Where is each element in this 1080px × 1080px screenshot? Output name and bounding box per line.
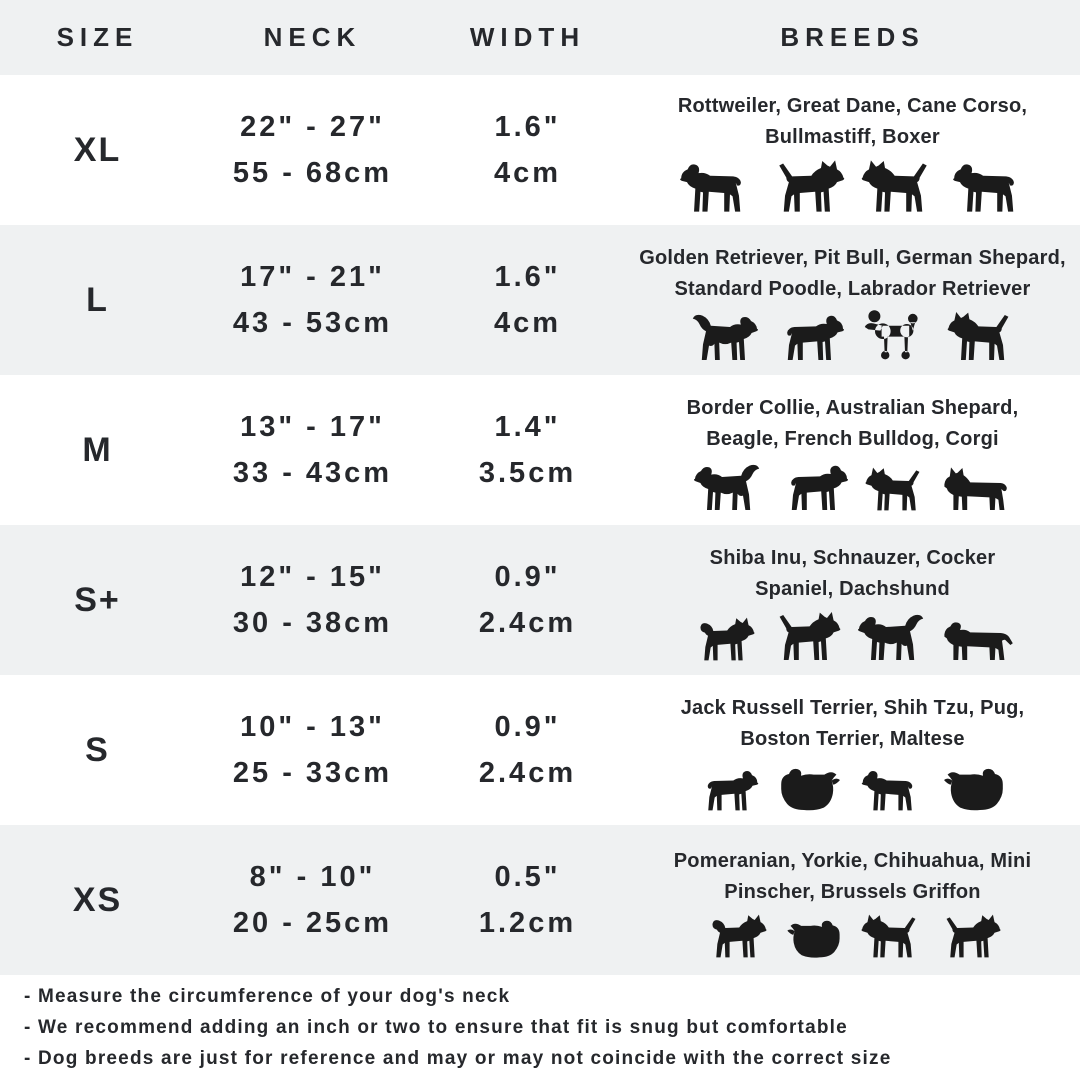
width-cm: 2.4cm xyxy=(478,757,577,789)
breeds-cell xyxy=(625,85,1080,216)
breed-silhouettes xyxy=(692,608,1014,664)
poodle-icon xyxy=(860,308,932,364)
breed-silhouettes xyxy=(704,911,1002,961)
neck-inches: 8" - 10" xyxy=(249,861,376,893)
column-header-size: SIZE xyxy=(56,22,139,52)
breed-list: Border Collie, Australian Shepard, Beagle, French Bulldog, Corgi xyxy=(686,396,1019,450)
breed-silhouettes xyxy=(678,156,1028,216)
width-cm: 1.2cm xyxy=(478,907,577,939)
footnote-measure: - Measure the circumference of your dog's neck xyxy=(24,985,511,1007)
table-row-s xyxy=(0,675,1080,825)
golden-retriever-icon xyxy=(688,308,760,364)
schnauzer-icon xyxy=(770,608,842,664)
neck-inches: 17" - 21" xyxy=(240,261,385,293)
width-measurement xyxy=(430,554,625,646)
size-label: S xyxy=(85,730,110,769)
width-inches: 0.9" xyxy=(494,711,561,743)
neck-cm: 30 - 38cm xyxy=(232,607,393,639)
size-label: L xyxy=(86,280,109,319)
chihuahua-icon xyxy=(860,911,924,961)
doberman-icon xyxy=(860,156,937,216)
size-label: XS xyxy=(72,880,123,919)
neck-cm: 55 - 68cm xyxy=(232,157,393,189)
column-header-width: WIDTH xyxy=(469,22,586,52)
breed-list: Golden Retriever, Pit Bull, German Shepard, Standard Poodle, Labrador Retriever xyxy=(639,246,1066,300)
table-row-xl xyxy=(0,75,1080,225)
breed-list: Jack Russell Terrier, Shih Tzu, Pug, Boston Terrier, Maltese xyxy=(680,696,1025,750)
pug-icon xyxy=(860,764,924,814)
width-cm: 4cm xyxy=(493,157,562,189)
footnote-recommend: - We recommend adding an inch or two to ensure that fit is snug but comfortable xyxy=(24,1016,848,1038)
cocker-spaniel-icon xyxy=(856,608,928,664)
footnotes xyxy=(0,975,1080,1080)
breed-silhouettes xyxy=(696,758,1010,814)
shiba-inu-icon xyxy=(692,614,756,664)
width-inches: 1.4" xyxy=(494,411,561,443)
breeds-cell xyxy=(625,840,1080,961)
jack-russell-icon xyxy=(696,764,760,814)
width-measurement xyxy=(430,104,625,196)
table-row-m xyxy=(0,375,1080,525)
width-cm: 2.4cm xyxy=(478,607,577,639)
width-cm: 3.5cm xyxy=(478,457,577,489)
column-header-breeds: BREEDS xyxy=(780,22,925,52)
neck-inches: 13" - 17" xyxy=(240,411,385,443)
size-label: XL xyxy=(73,130,122,169)
width-inches: 1.6" xyxy=(494,111,561,143)
labrador-icon xyxy=(774,308,846,364)
neck-inches: 22" - 27" xyxy=(240,111,385,143)
width-inches: 0.5" xyxy=(494,861,561,893)
neck-measurement xyxy=(195,404,430,496)
shih-tzu-icon xyxy=(774,758,846,814)
bullmastiff-icon xyxy=(951,156,1028,216)
neck-inches: 12" - 15" xyxy=(240,561,385,593)
great-dane-icon xyxy=(769,156,846,216)
width-measurement xyxy=(430,404,625,496)
breeds-cell xyxy=(625,387,1080,514)
neck-cm: 43 - 53cm xyxy=(232,307,393,339)
german-shepherd-icon xyxy=(946,308,1018,364)
border-collie-icon xyxy=(692,458,764,514)
pomeranian-icon xyxy=(704,911,768,961)
width-inches: 0.9" xyxy=(494,561,561,593)
neck-measurement xyxy=(195,854,430,946)
neck-measurement xyxy=(195,554,430,646)
yorkie-icon xyxy=(782,911,846,961)
breeds-cell xyxy=(625,537,1080,664)
size-label: M xyxy=(82,430,113,469)
breed-silhouettes xyxy=(692,458,1014,514)
maltese-icon xyxy=(938,758,1010,814)
neck-measurement xyxy=(195,704,430,796)
breeds-cell xyxy=(625,687,1080,814)
neck-cm: 25 - 33cm xyxy=(232,757,393,789)
beagle-icon xyxy=(778,458,850,514)
width-measurement xyxy=(430,254,625,346)
french-bulldog-icon xyxy=(864,464,928,514)
breed-list: Pomeranian, Yorkie, Chihuahua, Mini Pinscher, Brussels Griffon xyxy=(673,849,1032,903)
neck-measurement xyxy=(195,104,430,196)
neck-measurement xyxy=(195,254,430,346)
footnote-reference: - Dog breeds are just for reference and may or may not coincide with the correct size xyxy=(24,1047,892,1069)
dachshund-icon xyxy=(942,608,1014,664)
table-header xyxy=(0,0,1080,75)
size-label: S+ xyxy=(74,580,121,619)
rottweiler-icon xyxy=(678,156,755,216)
neck-inches: 10" - 13" xyxy=(240,711,385,743)
width-inches: 1.6" xyxy=(494,261,561,293)
table-row-l xyxy=(0,225,1080,375)
width-cm: 4cm xyxy=(493,307,562,339)
table-row-s-plus xyxy=(0,525,1080,675)
breed-list: Shiba Inu, Schnauzer, Cocker Spaniel, Dachshund xyxy=(709,546,996,600)
breed-silhouettes xyxy=(688,308,1018,364)
breeds-cell xyxy=(625,237,1080,364)
neck-cm: 20 - 25cm xyxy=(232,907,393,939)
neck-cm: 33 - 43cm xyxy=(232,457,393,489)
width-measurement xyxy=(430,704,625,796)
mini-pinscher-icon xyxy=(938,911,1002,961)
column-header-neck: NECK xyxy=(263,22,362,52)
breed-list: Rottweiler, Great Dane, Cane Corso, Bullmastiff, Boxer xyxy=(677,94,1028,148)
corgi-icon xyxy=(942,458,1014,514)
width-measurement xyxy=(430,854,625,946)
table-row-xs xyxy=(0,825,1080,975)
